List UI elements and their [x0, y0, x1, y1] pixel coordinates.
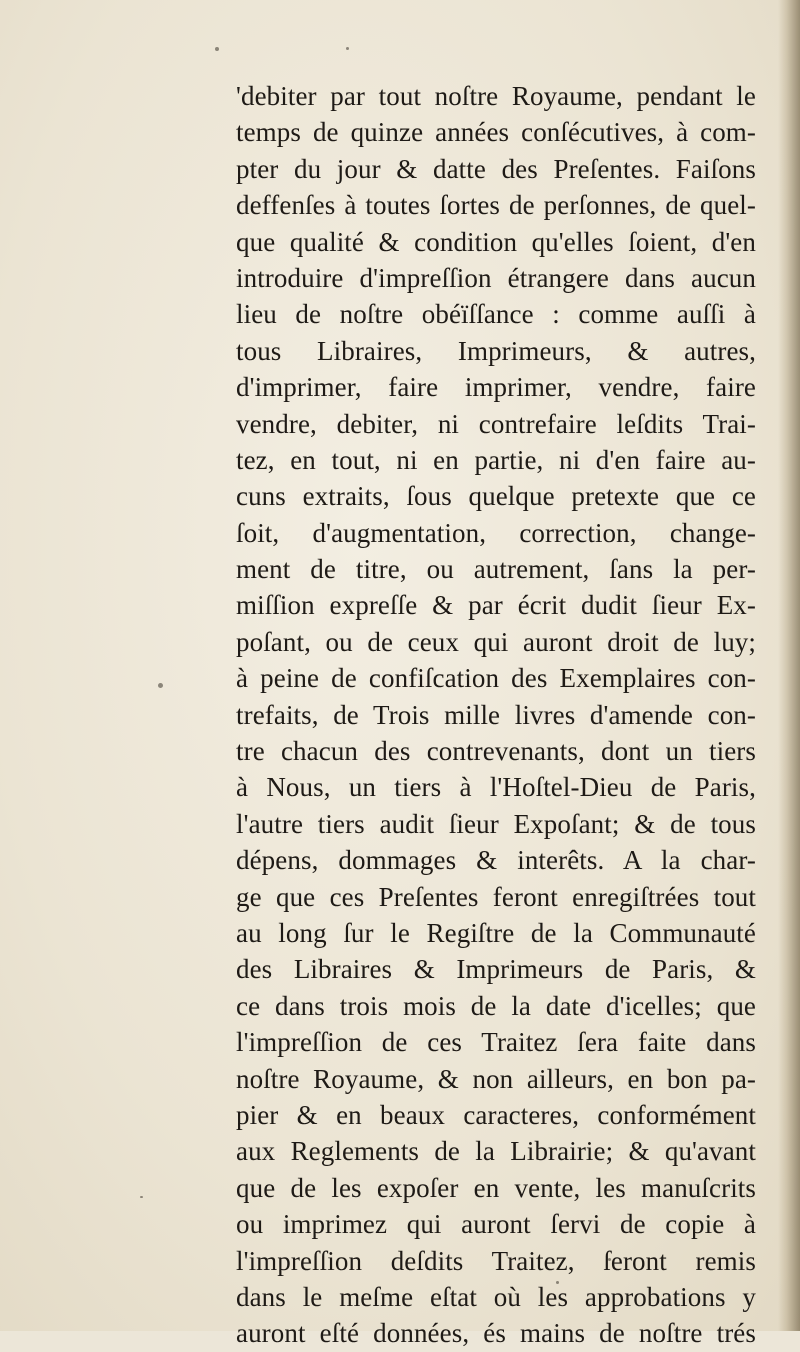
page-gutter-shadow	[778, 0, 800, 1331]
text-line: miſſion expreſſe & par écrit dudit ſieur Ex-	[236, 590, 756, 621]
text-line: ment de titre, ou autrement, ſans la per-	[236, 554, 756, 585]
text-line: tez, en tout, ni en partie, ni d'en faire au-	[236, 444, 756, 475]
text-line: l'impreſſion de ces Traitez ſera faite dans	[236, 1027, 756, 1058]
text-line: vendre, debiter, ni contrefaire leſdits Trai-	[236, 408, 756, 439]
text-line: aux Reglements de la Librairie; & qu'avant	[236, 1136, 756, 1167]
text-line: tous Libraires, Imprimeurs, & autres,	[236, 335, 756, 366]
text-line: ou imprimez qui auront ſervi de copie à	[236, 1209, 756, 1240]
text-line: à Nous, un tiers à l'Hoſtel-Dieu de Paris,	[236, 772, 756, 803]
text-line: noſtre Royaume, & non ailleurs, en bon pa-	[236, 1063, 756, 1094]
text-line: temps de quinze années conſécutives, à com-	[236, 117, 756, 148]
ink-speck	[215, 47, 219, 51]
ink-speck	[158, 683, 163, 688]
text-line: tre chacun des contrevenants, dont un tiers	[236, 736, 756, 767]
text-line: que de les expoſer en vente, les manuſcrits	[236, 1172, 756, 1203]
text-line: pier & en beaux caracteres, conformément	[236, 1099, 756, 1130]
text-line: auront eſté données, és mains de noſtre trés	[236, 1318, 756, 1349]
text-line: au long ſur le Regiſtre de la Communauté	[236, 917, 756, 948]
text-line: ſoit, d'augmentation, correction, change-	[236, 517, 756, 548]
text-line: pter du jour & datte des Preſentes. Faiſons	[236, 153, 756, 184]
text-line: trefaits, de Trois mille livres d'amende con-	[236, 699, 756, 730]
text-line: introduire d'impreſſion étrangere dans aucun	[236, 262, 756, 293]
text-line: que qualité & condition qu'elles ſoient, d'en	[236, 226, 756, 257]
text-line: cuns extraits, ſous quelque pretexte que ce	[236, 481, 756, 512]
text-line: l'autre tiers audit ſieur Expoſant; & de tous	[236, 808, 756, 839]
text-line: deffenſes à toutes ſortes de perſonnes, de quel-	[236, 190, 756, 221]
text-line: ce dans trois mois de la date d'icelles; que	[236, 990, 756, 1021]
text-line: poſant, ou de ceux qui auront droit de luy;	[236, 626, 756, 657]
text-line: l'impreſſion deſdits Traitez, ſeront remis	[236, 1245, 756, 1276]
ink-speck	[140, 1196, 143, 1198]
text-line: dans le meſme eſtat où les approbations y	[236, 1281, 756, 1312]
text-line: 'debiter par tout noſtre Royaume, pendant le	[236, 81, 756, 111]
text-line: ge que ces Preſentes feront enregiſtrées tout	[236, 881, 756, 912]
text-line: des Libraires & Imprimeurs de Paris, &	[236, 954, 756, 985]
text-line: lieu de noſtre obéïſſance : comme auſſi à	[236, 299, 756, 330]
text-line: d'imprimer, faire imprimer, vendre, faire	[236, 372, 756, 403]
text-line: dépens, dommages & interêts. A la char-	[236, 845, 756, 876]
body-text	[236, 78, 756, 1352]
text-line: à peine de confiſcation des Exemplaires con-	[236, 663, 756, 694]
ink-speck	[346, 47, 349, 50]
